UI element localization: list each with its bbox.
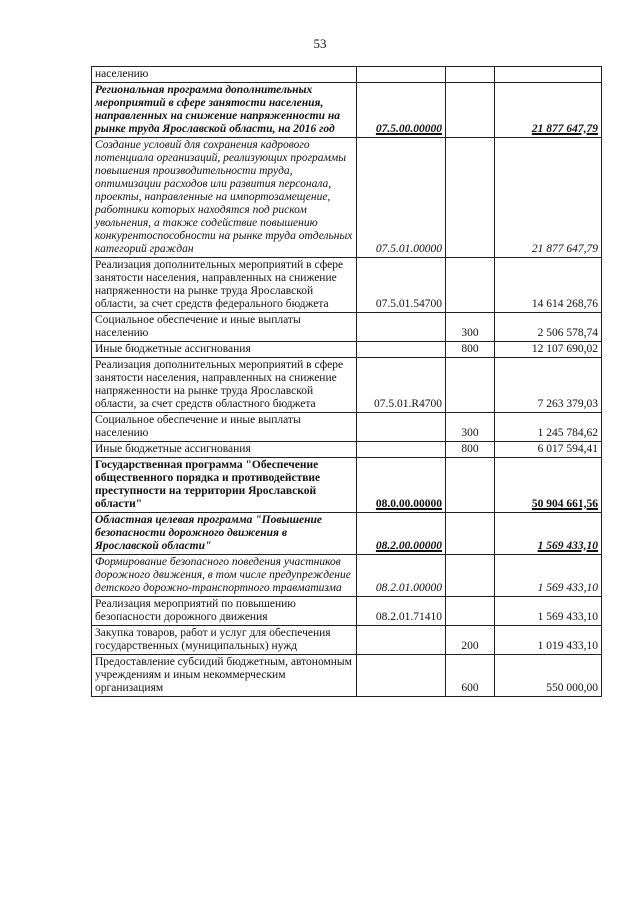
row-name-cell: Реализация дополнительных мероприятий в сфере занятости населения, направленных на снижение напряженности на рынке труда Ярославской области, за счет средств федерального бюджета bbox=[92, 258, 357, 313]
row-expense-type-cell: 800 bbox=[446, 442, 495, 458]
row-expense-type-cell bbox=[446, 597, 495, 626]
table-row bbox=[92, 655, 602, 697]
row-amount-cell: 14 614 268,76 bbox=[495, 258, 602, 313]
row-name-cell: Региональная программа дополнительных мероприятий в сфере занятости населения, направленных на снижение напряженности на рынке труда Ярославской области, на 2016 год bbox=[92, 83, 357, 138]
row-name-cell: Реализация дополнительных мероприятий в сфере занятости населения, направленных на снижение напряженности на рынке труда Ярославской области, за счет средств областного бюджета bbox=[92, 358, 357, 413]
row-amount-cell: 21 877 647,79 bbox=[495, 83, 602, 138]
row-expense-type-cell: 600 bbox=[446, 655, 495, 697]
row-code-cell: 07.5.01.R4700 bbox=[357, 358, 446, 413]
row-code-cell: 07.5.00.00000 bbox=[357, 83, 446, 138]
row-expense-type-cell: 300 bbox=[446, 413, 495, 442]
row-expense-type-cell: 800 bbox=[446, 342, 495, 358]
table-row bbox=[92, 597, 602, 626]
row-code-cell bbox=[357, 313, 446, 342]
budget-table-body bbox=[92, 67, 602, 697]
row-expense-type-cell bbox=[446, 358, 495, 413]
table-row bbox=[92, 67, 602, 83]
row-code-cell bbox=[357, 413, 446, 442]
row-amount-cell: 2 506 578,74 bbox=[495, 313, 602, 342]
row-amount-cell: 1 569 433,10 bbox=[495, 597, 602, 626]
table-row bbox=[92, 138, 602, 258]
row-amount-cell: 12 107 690,02 bbox=[495, 342, 602, 358]
table-row bbox=[92, 358, 602, 413]
table-row bbox=[92, 626, 602, 655]
row-name-cell: Социальное обеспечение и иные выплаты населению bbox=[92, 313, 357, 342]
row-name-cell: Закупка товаров, работ и услуг для обеспечения государственных (муниципальных) нужд bbox=[92, 626, 357, 655]
row-name-cell: Государственная программа "Обеспечение общественного порядка и противодействие преступности на территории Ярославской области" bbox=[92, 458, 357, 513]
row-expense-type-cell: 300 bbox=[446, 313, 495, 342]
row-expense-type-cell: 200 bbox=[446, 626, 495, 655]
row-name-cell: Социальное обеспечение и иные выплаты населению bbox=[92, 413, 357, 442]
row-amount-cell: 1 245 784,62 bbox=[495, 413, 602, 442]
row-code-cell bbox=[357, 342, 446, 358]
row-code-cell: 08.2.01.71410 bbox=[357, 597, 446, 626]
row-name-cell: Областная целевая программа "Повышение безопасности дорожного движения в Ярославской области" bbox=[92, 513, 357, 555]
row-amount-cell: 1 569 433,10 bbox=[495, 555, 602, 597]
table-row bbox=[92, 442, 602, 458]
table-row bbox=[92, 555, 602, 597]
row-amount-cell: 1 019 433,10 bbox=[495, 626, 602, 655]
row-expense-type-cell bbox=[446, 138, 495, 258]
row-code-cell: 08.2.00.00000 bbox=[357, 513, 446, 555]
row-amount-cell: 7 263 379,03 bbox=[495, 358, 602, 413]
row-name-cell: Иные бюджетные ассигнования bbox=[92, 342, 357, 358]
budget-table bbox=[91, 66, 602, 697]
row-amount-cell: 50 904 661,56 bbox=[495, 458, 602, 513]
row-code-cell bbox=[357, 442, 446, 458]
row-code-cell: 07.5.01.00000 bbox=[357, 138, 446, 258]
table-row bbox=[92, 413, 602, 442]
row-amount-cell: 21 877 647,79 bbox=[495, 138, 602, 258]
row-code-cell: 08.0.00.00000 bbox=[357, 458, 446, 513]
table-row bbox=[92, 513, 602, 555]
row-name-cell: Формирование безопасного поведения участников дорожного движения, в том числе предупреждение детского дорожно-транспортного травматизма bbox=[92, 555, 357, 597]
table-row bbox=[92, 458, 602, 513]
row-code-cell bbox=[357, 655, 446, 697]
row-amount-cell: 6 017 594,41 bbox=[495, 442, 602, 458]
row-expense-type-cell bbox=[446, 458, 495, 513]
row-expense-type-cell bbox=[446, 83, 495, 138]
table-row bbox=[92, 342, 602, 358]
row-expense-type-cell bbox=[446, 513, 495, 555]
row-amount-cell: 550 000,00 bbox=[495, 655, 602, 697]
row-expense-type-cell bbox=[446, 67, 495, 83]
row-amount-cell bbox=[495, 67, 602, 83]
row-name-cell: Предоставление субсидий бюджетным, автономным учреждениям и иным некоммерческим организациям bbox=[92, 655, 357, 697]
row-amount-cell: 1 569 433,10 bbox=[495, 513, 602, 555]
table-row bbox=[92, 258, 602, 313]
row-code-cell bbox=[357, 67, 446, 83]
row-name-cell: Реализация мероприятий по повышению безопасности дорожного движения bbox=[92, 597, 357, 626]
row-name-cell: Создание условий для сохранения кадрового потенциала организаций, реализующих программы повышения производительности труда, оптимизации расходов или развития персонала, проекты, направленные на импортозамещение, работники которых находятся под риском увольнения, а также содействие повышению конкурентоспособности на рынке труда отдельных категорий граждан bbox=[92, 138, 357, 258]
table-row bbox=[92, 313, 602, 342]
table-row bbox=[92, 83, 602, 138]
row-expense-type-cell bbox=[446, 258, 495, 313]
row-code-cell: 07.5.01.54700 bbox=[357, 258, 446, 313]
row-name-cell: населению bbox=[92, 67, 357, 83]
row-name-cell: Иные бюджетные ассигнования bbox=[92, 442, 357, 458]
page-number: 53 bbox=[313, 36, 327, 51]
row-expense-type-cell bbox=[446, 555, 495, 597]
row-code-cell: 08.2.01.00000 bbox=[357, 555, 446, 597]
row-code-cell bbox=[357, 626, 446, 655]
